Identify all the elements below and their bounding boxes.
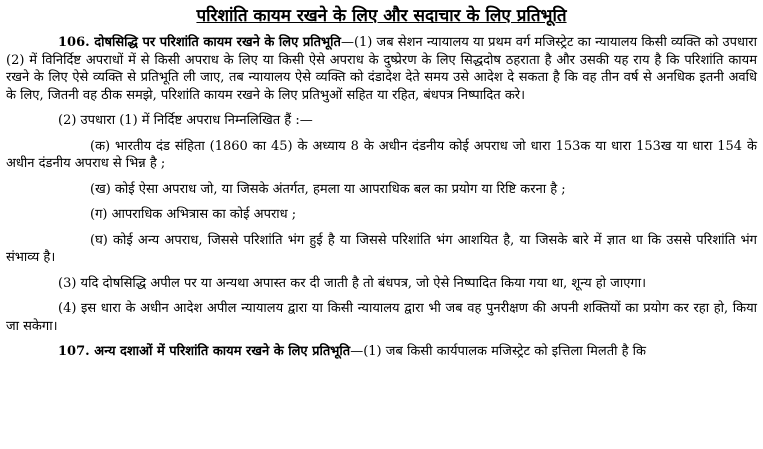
section-106-paragraph-1 xyxy=(6,34,757,104)
clause-kha: (ख) कोई ऐसा अपराध जो, या जिसके अंतर्गत, हमला या आपराधिक बल का प्रयोग या रिष्टि करना है ; xyxy=(90,181,566,197)
clause-ga: (ग) आपराधिक अभित्रास का कोई अपराध ; xyxy=(90,207,297,222)
section-106-heading: 106. दोषसिद्धि पर परिशांति कायम रखने के लिए प्रतिभूति xyxy=(58,35,341,50)
clause-ka: (क) भारतीय दंड संहिता (1860 का 45) के अध्याय 8 के अधीन दंडनीय कोई अपराध जो धारा 153क या धारा 153ख या धारा 154 के अधीन दंडनीय अपराध से भिन्न है ; xyxy=(6,138,757,171)
section-107-heading: 107. अन्य दशाओं में परिशांति कायम रखने के लिए प्रतिभूति xyxy=(58,344,351,359)
section-106-sub-1-text: —(1) जब सेशन न्यायालय या प्रथम वर्ग मजिस्ट्रेट का न्यायालय किसी व्यक्ति को उपधारा (2) में विनिर्दिष्ट अपराधों में से किसी अपराध के लिए या किसी ऐसे अपराध के दुष्प्रेरण के लिए सिद्धदोष ठहराता है और उसकी यह राय है कि परिशांति कायम रखने के लिए ऐसे व्यक्ति से प्रतिभूति ली जाए, तब न्यायालय ऐसे व्यक्ति को दंडादेश देते समय उसे आदेश दे सकता है कि वह तीन वर्ष से अनधिक इतनी अवधि के लिए, जितनी वह ठीक समझे, परिशांति कायम रखने के लिए प्रतिभुओं सहित या रहित, बंधपत्र निष्पादित करे। xyxy=(6,35,757,103)
section-106-sub-2: (2) उपधारा (1) में निर्दिष्ट अपराध निम्नलिखित हैं :— xyxy=(58,113,313,128)
section-106-sub-3: (3) यदि दोषसिद्धि अपील पर या अन्यथा अपास्त कर दी जाती है तो बंधपत्र, जो ऐसे निष्पादित किया गया था, शून्य हो जाएगा। xyxy=(58,275,646,291)
page-title: परिशांति कायम रखने के लिए और सदाचार के लिए प्रतिभूति xyxy=(196,6,567,26)
section-107-paragraph-1 xyxy=(6,343,757,361)
clause-gha: (घ) कोई अन्य अपराध, जिससे परिशांति भंग हुई है या जिससे परिशांति भंग आशयित है, या जिसके बारे में ज्ञात था कि उससे परिशांति भंग संभाव्य है। xyxy=(6,232,757,265)
section-107-sub-1-text: —(1) जब किसी कार्यपालक मजिस्ट्रेट को इत्तिला मिलती है कि xyxy=(350,344,647,359)
section-106-sub-4: (4) इस धारा के अधीन आदेश अपील न्यायालय द्वारा या किसी न्यायालय द्वारा भी जब वह पुनरीक्षण की अपनी शक्तियों का प्रयोग कर रहा हो, किया जा सकेगा। xyxy=(6,301,757,334)
